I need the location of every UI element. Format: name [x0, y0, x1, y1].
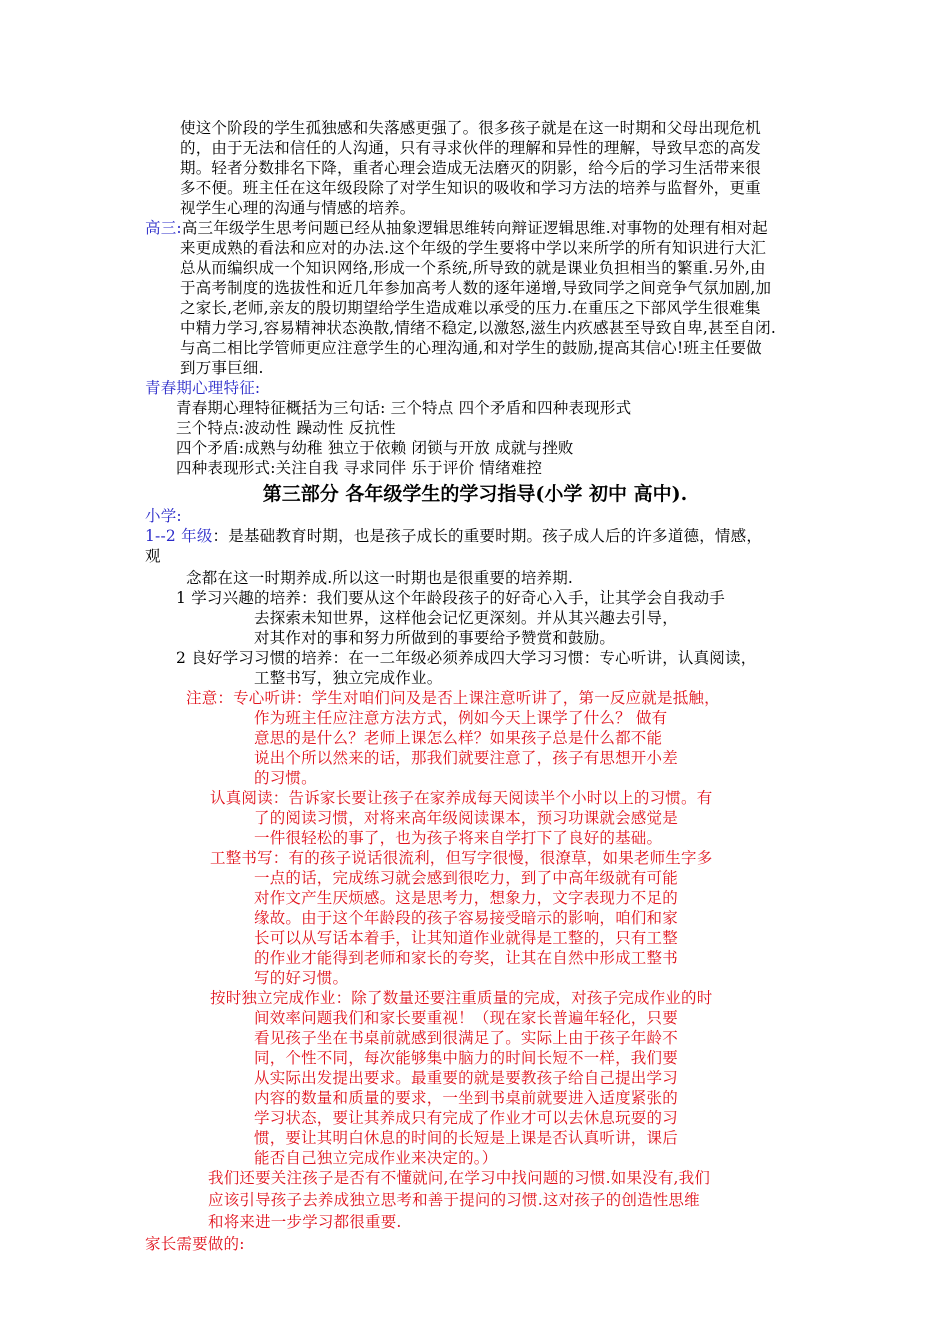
- listen-line: 作为班主任应注意方法方式，例如今天上课学了什么？ 做有: [254, 709, 668, 727]
- parents-heading: 家长需要做的:: [145, 1235, 245, 1253]
- listen-line: 的习惯。: [254, 769, 317, 787]
- paragraph-line: 中精力学习,容易精神状态涣散,情绪不稳定,以激怒,滋生内疚感甚至导致自卑,甚至自闭.: [180, 319, 776, 337]
- paragraph-line: 总从而编织成一个知识网络,形成一个系统,所导致的就是课业负担相当的繁重.另外,由: [180, 259, 766, 277]
- writing-line: 工整书写：有的孩子说话很流利，但写字很慢，很潦草，如果老师生字多: [210, 849, 713, 867]
- paragraph-line: 到万事巨细.: [180, 359, 264, 377]
- youth-line: 四种表现形式:关注自我 寻求同伴 乐于评价 情绪难控: [176, 459, 543, 477]
- reading-line: 一件很轻松的事了，也为孩子将来自学打下了良好的基础。: [254, 829, 663, 847]
- paragraph-line: 来更成熟的看法和应对的办法.这个年级的学生要将中学以来所学的所有知识进行大汇: [180, 239, 767, 257]
- section-title: 第三部分 各年级学生的学习指导(小学 初中 高中).: [262, 483, 688, 505]
- paragraph-line: 念都在这一时期养成.所以这一时期也是很重要的培养期.: [186, 569, 574, 587]
- writing-line: 写的好习惯。: [254, 969, 349, 987]
- habits-line: 工整书写，独立完成作业。: [254, 669, 443, 687]
- question-line: 应该引导孩子去养成独立思考和善于提问的习惯.这对孩子的创造性思维: [208, 1191, 700, 1209]
- paragraph-line: 之家长,老师,亲友的殷切期望给学生造成难以承受的压力.在重压之下部风学生很难集: [180, 299, 761, 317]
- interest-line: 去探索未知世界，这样他会记忆更深刻。并从其兴趣去引导，: [254, 609, 678, 627]
- writing-line: 一点的话，完成练习就会感到很吃力，到了中高年级就有可能: [254, 869, 678, 887]
- senior3-paragraph: [145, 218, 768, 238]
- youth-line: 三个特点:波动性 躁动性 反抗性: [176, 419, 396, 437]
- primary-label: 小学:: [145, 507, 182, 525]
- homework-line: 间效率问题我们和家长要重视！（现在家长普遍年轻化，只要: [254, 1009, 678, 1027]
- question-line: 我们还要关注孩子是否有不懂就问,在学习中找问题的习惯.如果没有,我们: [208, 1169, 711, 1187]
- youth-line: 青春期心理特征概括为三句话: 三个特点 四个矛盾和四种表现形式: [176, 399, 632, 417]
- homework-line: 看见孩子坐在书桌前就感到很满足了。实际上由于孩子年龄不: [254, 1029, 678, 1047]
- writing-line: 长可以从写话本着手，让其知道作业就得是工整的，只有工整: [254, 929, 678, 947]
- homework-line: 按时独立完成作业：除了数量还要注重质量的完成，对孩子完成作业的时: [210, 989, 713, 1007]
- writing-line: 缘故。由于这个年龄段的孩子容易接受暗示的影响，咱们和家: [254, 909, 678, 927]
- paragraph-line: 于高考制度的选拔性和近几年参加高考人数的逐年递增,导致同学之间竞争气氛加剧,加: [180, 279, 772, 297]
- listen-line: 注意：专心听讲：学生对咱们问及是否上课注意听讲了，第一反应就是抵触，: [186, 689, 720, 707]
- reading-line: 了的阅读习惯，对将来高年级阅读课本，预习功课就会感觉是: [254, 809, 678, 827]
- reading-line: 认真阅读：告诉家长要让孩子在家养成每天阅读半个小时以上的习惯。有: [210, 789, 713, 807]
- youth-line: 四个矛盾:成熟与幼稚 独立于依赖 闭锁与开放 成就与挫败: [176, 439, 574, 457]
- writing-line: 的作业才能得到老师和家长的夸奖，让其在自然中形成工整书: [254, 949, 678, 967]
- grade-text: ：是基础教育时期，也是孩子成长的重要时期。孩子成人后的许多道德，情感，: [212, 527, 763, 545]
- paragraph-line: 使这个阶段的学生孤独感和失落感更强了。很多孩子就是在这一时期和父母出现危机: [180, 119, 761, 137]
- homework-line: 从实际出发提出要求。最重要的就是要教孩子给自己提出学习: [254, 1069, 678, 1087]
- writing-line: 对作文产生厌烦感。这是思考力，想象力，文字表现力不足的: [254, 889, 678, 907]
- interest-line: 对其作对的事和努力所做到的事要给予赞赏和鼓励。: [254, 629, 616, 647]
- homework-line: 惯，要让其明白休息的时间的长短是上课是否认真听讲，课后: [254, 1129, 678, 1147]
- paragraph-line: 与高二相比学管师更应注意学生的心理沟通,和对学生的鼓励,提高其信心!班主任要做: [180, 339, 762, 357]
- habits-line: 2 良好学习习惯的培养：在一二年级必须养成四大学习习惯：专心听讲，认真阅读，: [176, 649, 757, 667]
- listen-line: 说出个所以然来的话，那我们就要注意了，孩子有思想开小差: [254, 749, 678, 767]
- paragraph-line: 视学生心理的沟通与情感的培养。: [180, 199, 416, 217]
- interest-line: 1 学习兴趣的培养：我们要从这个年龄段孩子的好奇心入手，让其学会自我动手: [176, 589, 725, 607]
- homework-line: 学习状态，要让其养成只有完成了作业才可以去休息玩耍的习: [254, 1109, 678, 1127]
- paragraph-line: 多不便。班主任在这年级段除了对学生知识的吸收和学习方法的培养与监督外，更重: [180, 179, 761, 197]
- homework-line: 能否自己独立完成作业来决定的。）: [254, 1149, 498, 1167]
- youth-heading: 青春期心理特征:: [145, 379, 261, 397]
- senior3-first-line: 高三年级学生思考问题已经从抽象逻辑思维转向辩证逻辑思维.对事物的处理有相对起: [181, 219, 768, 237]
- homework-line: 内容的数量和质量的要求，一坐到书桌前就要进入适度紧张的: [254, 1089, 678, 1107]
- paragraph-line: 观: [145, 547, 161, 565]
- senior3-label: 高三:: [145, 219, 182, 237]
- grade-paragraph: [145, 526, 762, 546]
- grade-label: 1--2 年级: [145, 527, 213, 545]
- paragraph-line: 期。轻者分数排名下降，重者心理会造成无法磨灭的阴影，给今后的学习生活带来很: [180, 159, 761, 177]
- listen-line: 意思的是什么？老师上课怎么样？如果孩子总是什么都不能: [254, 729, 663, 747]
- paragraph-line: 的，由于无法和信任的人沟通，只有寻求伙伴的理解和异性的理解，导致早恋的高发: [180, 139, 761, 157]
- homework-line: 同，个性不同，每次能够集中脑力的时间长短不一样，我们要: [254, 1049, 678, 1067]
- question-line: 和将来进一步学习都很重要.: [208, 1213, 402, 1231]
